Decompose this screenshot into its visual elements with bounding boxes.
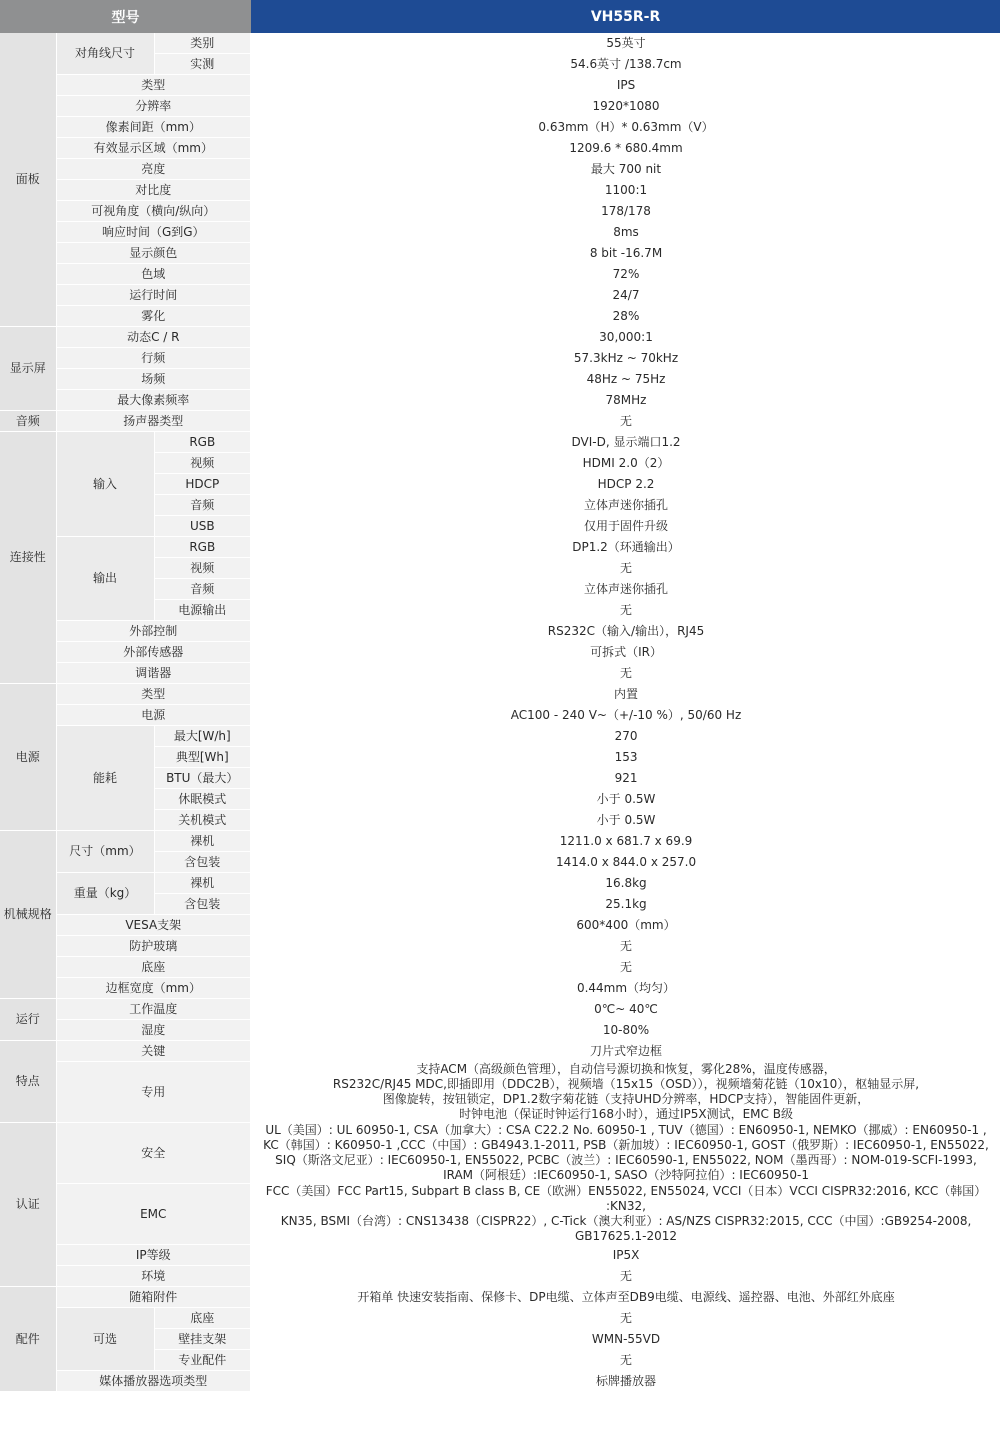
spec-label: 电源输出 <box>154 600 251 621</box>
spec-row <box>0 537 1000 558</box>
spec-value: 48Hz ~ 75Hz <box>251 369 1000 390</box>
group-operation: 运行 <box>0 999 56 1041</box>
spec-value: 无 <box>251 936 1000 957</box>
spec-label: 类型 <box>56 75 251 96</box>
spec-label: 底座 <box>56 957 251 978</box>
spec-label: HDCP <box>154 474 251 495</box>
spec-label: 专用 <box>56 1062 251 1123</box>
spec-value-line: 时钟电池（保证时钟运行168小时），通过IP5X测试，EMC B级 <box>459 1107 793 1121</box>
spec-value: 25.1kg <box>251 894 1000 915</box>
spec-value-line: RS232C/RJ45 MDC,即插即用（DDC2B），视频墙（15x15（OSD）），视频墙菊花链（10x10），枢轴显示屏, <box>332 1077 920 1091</box>
spec-row <box>0 1041 1000 1062</box>
spec-row <box>0 222 1000 243</box>
spec-label: 安全 <box>56 1123 251 1184</box>
group-accessories: 配件 <box>0 1287 56 1392</box>
spec-row <box>0 138 1000 159</box>
spec-row <box>0 705 1000 726</box>
spec-label: IP等级 <box>56 1245 251 1266</box>
spec-value: AC100 - 240 V~（+/-10 %）, 50/60 Hz <box>251 705 1000 726</box>
spec-value: 270 <box>251 726 1000 747</box>
spec-value: 无 <box>251 600 1000 621</box>
spec-label: 音频 <box>154 579 251 600</box>
spec-row <box>0 957 1000 978</box>
spec-label: 场频 <box>56 369 251 390</box>
spec-row <box>0 684 1000 705</box>
group-mechanical: 机械规格 <box>0 831 56 999</box>
spec-value-line: GB17625.1-2012 <box>575 1229 678 1243</box>
spec-label: 专业配件 <box>154 1350 251 1371</box>
spec-label: 显示颜色 <box>56 243 251 264</box>
spec-row <box>0 201 1000 222</box>
spec-row <box>0 831 1000 852</box>
spec-value: DP1.2（环通输出） <box>251 537 1000 558</box>
spec-value: WMN-55VD <box>251 1329 1000 1350</box>
spec-value: 16.8kg <box>251 873 1000 894</box>
spec-label: 雾化 <box>56 306 251 327</box>
spec-value: 无 <box>251 558 1000 579</box>
spec-label: 环境 <box>56 1266 251 1287</box>
spec-row <box>0 1062 1000 1123</box>
spec-value-line: KC（韩国）: K60950-1 ,CCC（中国）: GB4943.1-2011, PSB（新加坡）: IEC60950-1, GOST（俄罗斯）: IEC60950-1, EN55022, <box>263 1138 989 1152</box>
spec-value: 小于 0.5W <box>251 810 1000 831</box>
spec-label: 最大[W/h] <box>154 726 251 747</box>
spec-row <box>0 96 1000 117</box>
spec-row <box>0 327 1000 348</box>
spec-value: 无 <box>251 411 1000 432</box>
group-power: 电源 <box>0 684 56 831</box>
subgroup-diagonal: 对角线尺寸 <box>56 33 154 75</box>
spec-label: 休眠模式 <box>154 789 251 810</box>
spec-value: 0.44mm（均匀） <box>251 978 1000 999</box>
spec-row <box>0 180 1000 201</box>
spec-value: 无 <box>251 1266 1000 1287</box>
spec-row <box>0 117 1000 138</box>
spec-row <box>0 1020 1000 1041</box>
spec-value: 178/178 <box>251 201 1000 222</box>
spec-row <box>0 936 1000 957</box>
spec-row <box>0 369 1000 390</box>
spec-value-line: UL（美国）: UL 60950-1, CSA（加拿大）: CSA C22.2 No. 60950-1 , TUV（德国）: EN60950-1, NEMKO（挪威）: EN60950-1 , <box>265 1123 987 1137</box>
spec-row <box>0 264 1000 285</box>
group-panel: 面板 <box>0 33 56 327</box>
spec-label: VESA支架 <box>56 915 251 936</box>
spec-value: 可拆式（IR） <box>251 642 1000 663</box>
subgroup-output: 输出 <box>56 537 154 621</box>
spec-label: 视频 <box>154 558 251 579</box>
spec-value: 0.63mm（H）* 0.63mm（V） <box>251 117 1000 138</box>
spec-label: RGB <box>154 432 251 453</box>
spec-row <box>0 1371 1000 1392</box>
group-audio: 音频 <box>0 411 56 432</box>
spec-row <box>0 663 1000 684</box>
spec-label: 色域 <box>56 264 251 285</box>
spec-row <box>0 1287 1000 1308</box>
spec-row <box>0 285 1000 306</box>
spec-value <box>251 1184 1000 1245</box>
group-features: 特点 <box>0 1041 56 1123</box>
spec-value: 小于 0.5W <box>251 789 1000 810</box>
spec-value: 28% <box>251 306 1000 327</box>
spec-row <box>0 1308 1000 1329</box>
spec-value: 无 <box>251 663 1000 684</box>
spec-value: IPS <box>251 75 1000 96</box>
spec-label: 分辨率 <box>56 96 251 117</box>
spec-label: 像素间距（mm） <box>56 117 251 138</box>
spec-value: 153 <box>251 747 1000 768</box>
group-connectivity: 连接性 <box>0 432 56 684</box>
spec-row <box>0 642 1000 663</box>
spec-row <box>0 1245 1000 1266</box>
spec-label: 最大像素频率 <box>56 390 251 411</box>
spec-value-line: SIQ（斯洛文尼亚）: IEC60950-1, EN55022, PCBC（波兰）: IEC60590-1, EN55022, NOM（墨西哥）: NOM-019-SCFI-1993, <box>275 1153 977 1167</box>
spec-value: 1100:1 <box>251 180 1000 201</box>
spec-value: 最大 700 nit <box>251 159 1000 180</box>
spec-row <box>0 999 1000 1020</box>
spec-label: 行频 <box>56 348 251 369</box>
spec-value: 标牌播放器 <box>251 1371 1000 1392</box>
spec-label: 类别 <box>154 33 251 54</box>
spec-value: IP5X <box>251 1245 1000 1266</box>
spec-value: 600*400（mm） <box>251 915 1000 936</box>
spec-label: 对比度 <box>56 180 251 201</box>
spec-value: 刀片式窄边框 <box>251 1041 1000 1062</box>
spec-value: 921 <box>251 768 1000 789</box>
spec-row <box>0 243 1000 264</box>
spec-value-line: IRAM（阿根廷）:IEC60950-1, SASO（沙特阿拉伯）: IEC60950-1 <box>443 1168 809 1182</box>
spec-label: 随箱附件 <box>56 1287 251 1308</box>
spec-row <box>0 432 1000 453</box>
spec-label: 可视角度（横向/纵向） <box>56 201 251 222</box>
spec-value-line: KN35, BSMI（台湾）: CNS13438（CISPR22）, C-Tick（澳大利亚）: AS/NZS CISPR32:2015, CCC（中国）:GB9254-2008, <box>280 1214 972 1228</box>
spec-value: 1414.0 x 844.0 x 257.0 <box>251 852 1000 873</box>
spec-value: 72% <box>251 264 1000 285</box>
subgroup-consumption: 能耗 <box>56 726 154 831</box>
spec-row <box>0 390 1000 411</box>
spec-value: 开箱单 快速安装指南、保修卡、DP电缆、立体声至DB9电缆、电源线、遥控器、电池、外部红外底座 <box>251 1287 1000 1308</box>
spec-label: 含包装 <box>154 894 251 915</box>
spec-label: 类型 <box>56 684 251 705</box>
spec-row <box>0 159 1000 180</box>
spec-row <box>0 33 1000 54</box>
spec-label: 电源 <box>56 705 251 726</box>
spec-label: 裸机 <box>154 873 251 894</box>
spec-value-line: FCC（美国）FCC Part15, Subpart B class B, CE（欧洲）EN55022, EN55024, VCCI（日本）VCCI CISPR32:2016, KCC（韩国） <box>265 1184 987 1198</box>
spec-row <box>0 726 1000 747</box>
spec-label: 扬声器类型 <box>56 411 251 432</box>
spec-value: 立体声迷你插孔 <box>251 495 1000 516</box>
spec-value: 55英寸 <box>251 33 1000 54</box>
spec-label: 关机模式 <box>154 810 251 831</box>
spec-row <box>0 1184 1000 1245</box>
spec-value: 1211.0 x 681.7 x 69.9 <box>251 831 1000 852</box>
spec-label: 壁挂支架 <box>154 1329 251 1350</box>
spec-label: 视频 <box>154 453 251 474</box>
spec-label: USB <box>154 516 251 537</box>
spec-label: 亮度 <box>56 159 251 180</box>
spec-row <box>0 306 1000 327</box>
group-certification: 认证 <box>0 1123 56 1287</box>
spec-value: 54.6英寸 /138.7cm <box>251 54 1000 75</box>
spec-label: 响应时间（G到G） <box>56 222 251 243</box>
spec-label: 湿度 <box>56 1020 251 1041</box>
spec-label: BTU（最大） <box>154 768 251 789</box>
spec-row <box>0 873 1000 894</box>
spec-value: 无 <box>251 1350 1000 1371</box>
spec-value: 0℃~ 40℃ <box>251 999 1000 1020</box>
spec-value-line: :KN32, <box>606 1199 646 1213</box>
spec-row <box>0 1266 1000 1287</box>
spec-value: HDMI 2.0（2） <box>251 453 1000 474</box>
spec-label: RGB <box>154 537 251 558</box>
spec-value: 仅用于固件升级 <box>251 516 1000 537</box>
spec-value: DVI-D, 显示端口1.2 <box>251 432 1000 453</box>
spec-value: 30,000:1 <box>251 327 1000 348</box>
spec-value: 24/7 <box>251 285 1000 306</box>
spec-value: 8 bit -16.7M <box>251 243 1000 264</box>
spec-row <box>0 978 1000 999</box>
header-row <box>0 0 1000 33</box>
spec-row <box>0 411 1000 432</box>
spec-label: 实测 <box>154 54 251 75</box>
spec-value-line: 支持ACM（高级颜色管理），自动信号源切换和恢复，雾化28%，温度传感器， <box>416 1062 836 1076</box>
spec-label: 运行时间 <box>56 285 251 306</box>
spec-row <box>0 621 1000 642</box>
spec-value: 57.3kHz ~ 70kHz <box>251 348 1000 369</box>
spec-label: 关键 <box>56 1041 251 1062</box>
spec-value: 无 <box>251 1308 1000 1329</box>
spec-label: 有效显示区域（mm） <box>56 138 251 159</box>
spec-row <box>0 75 1000 96</box>
spec-value <box>251 1062 1000 1123</box>
spec-label: 调谐器 <box>56 663 251 684</box>
spec-value: RS232C（输入/输出），RJ45 <box>251 621 1000 642</box>
subgroup-input: 输入 <box>56 432 154 537</box>
spec-label: 外部传感器 <box>56 642 251 663</box>
spec-label: 含包装 <box>154 852 251 873</box>
subgroup-weight: 重量（kg） <box>56 873 154 915</box>
spec-value: 无 <box>251 957 1000 978</box>
spec-label: 媒体播放器选项类型 <box>56 1371 251 1392</box>
spec-label: 边框宽度（mm） <box>56 978 251 999</box>
spec-label: 动态C / R <box>56 327 251 348</box>
spec-value: HDCP 2.2 <box>251 474 1000 495</box>
spec-label: 裸机 <box>154 831 251 852</box>
subgroup-size: 尺寸（mm） <box>56 831 154 873</box>
spec-value: 10-80% <box>251 1020 1000 1041</box>
spec-value: 8ms <box>251 222 1000 243</box>
spec-row <box>0 348 1000 369</box>
spec-value: 内置 <box>251 684 1000 705</box>
spec-value: 78MHz <box>251 390 1000 411</box>
spec-label: 工作温度 <box>56 999 251 1020</box>
spec-label: 音频 <box>154 495 251 516</box>
spec-value: 1209.6 * 680.4mm <box>251 138 1000 159</box>
spec-value: 立体声迷你插孔 <box>251 579 1000 600</box>
group-display: 显示屏 <box>0 327 56 411</box>
model-header-value: VH55R-R <box>251 0 1000 33</box>
spec-label: 底座 <box>154 1308 251 1329</box>
subgroup-optional: 可选 <box>56 1308 154 1371</box>
spec-value <box>251 1123 1000 1184</box>
model-header-label: 型号 <box>0 0 251 33</box>
spec-value: 1920*1080 <box>251 96 1000 117</box>
spec-row <box>0 1123 1000 1184</box>
spec-row <box>0 915 1000 936</box>
spec-label: 典型[Wh] <box>154 747 251 768</box>
spec-value-line: 图像旋转，按钮锁定，DP1.2数字菊花链（支持UHD分辨率，HDCP支持），智能固件更新， <box>382 1092 870 1106</box>
spec-label: 防护玻璃 <box>56 936 251 957</box>
spec-label: EMC <box>56 1184 251 1245</box>
spec-label: 外部控制 <box>56 621 251 642</box>
